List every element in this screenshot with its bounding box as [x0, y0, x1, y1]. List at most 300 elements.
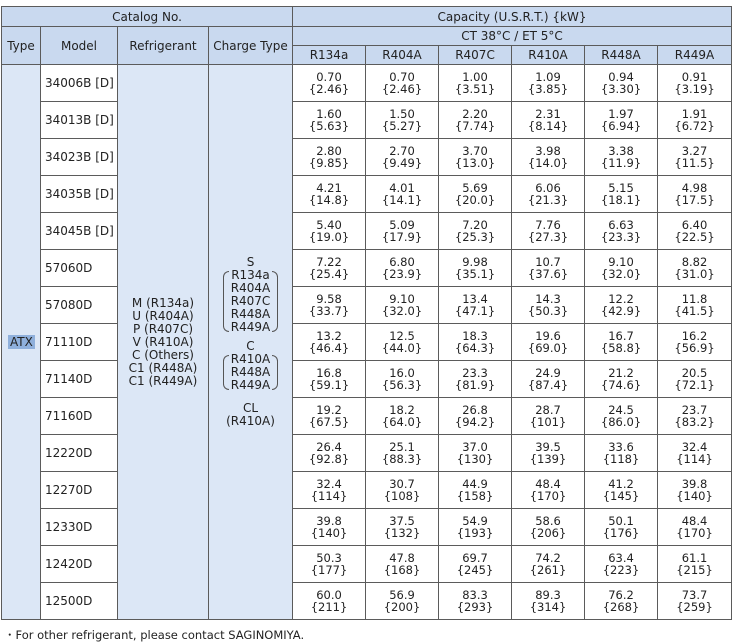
capacity-kw: {108} [383, 489, 421, 503]
capacity-usrt: 19.6 [535, 329, 561, 343]
capacity-usrt: 0.94 [608, 70, 634, 84]
capacity-usrt: 61.1 [681, 551, 708, 565]
capacity-cell [293, 176, 366, 213]
charge-bracket-group [223, 269, 279, 334]
capacity-usrt: 39.8 [316, 514, 342, 528]
capacity-cell [293, 546, 366, 583]
capacity-usrt: 7.22 [316, 255, 342, 269]
capacity-usrt: 24.5 [608, 403, 634, 417]
refrigerant-column-header: R404A [366, 46, 439, 65]
capacity-cell [366, 324, 439, 361]
capacity-usrt: 2.20 [462, 107, 488, 121]
capacity-usrt: 6.06 [535, 181, 561, 195]
capacity-kw: {32.0} [600, 267, 642, 281]
capacity-cell [439, 472, 512, 509]
capacity-cell [658, 509, 732, 546]
capacity-kw: {86.0} [600, 415, 642, 429]
capacity-cell [439, 287, 512, 324]
capacity-cell [585, 435, 658, 472]
capacity-cell [293, 102, 366, 139]
table-row [2, 546, 732, 583]
capacity-usrt: 28.7 [535, 403, 561, 417]
model-cell: 34035B [D] [41, 176, 118, 213]
capacity-usrt: 2.70 [389, 144, 415, 158]
capacity-cell [366, 361, 439, 398]
capacity-kw: {25.3} [454, 230, 496, 244]
capacity-kw: {22.5} [674, 230, 715, 244]
capacity-kw: {101} [529, 415, 567, 429]
capacity-cell [512, 65, 585, 102]
capacity-cell [512, 102, 585, 139]
charge-refrigerant: R448A [230, 307, 271, 321]
capacity-cell [585, 361, 658, 398]
capacity-usrt: 11.8 [681, 292, 708, 306]
charge-refrigerant: R448A [230, 365, 271, 379]
capacity-cell [512, 398, 585, 435]
model-cell: 12220D [41, 435, 118, 472]
refrigerant-line: P (R407C) [132, 321, 194, 336]
catalog-table [1, 6, 732, 620]
capacity-usrt: 16.2 [681, 329, 708, 343]
charge-cl-title: CL [242, 401, 259, 415]
capacity-usrt: 16.7 [608, 329, 634, 343]
capacity-usrt: 37.0 [462, 440, 488, 454]
capacity-cell [585, 472, 658, 509]
capacity-usrt: 4.01 [389, 181, 415, 195]
capacity-kw: {20.0} [454, 193, 496, 207]
model-cell: 12330D [41, 509, 118, 546]
capacity-kw: {114} [676, 452, 713, 466]
capacity-cell [439, 583, 512, 620]
model-cell: 12420D [41, 546, 118, 583]
capacity-usrt: 33.6 [608, 440, 634, 454]
capacity-cell [366, 546, 439, 583]
capacity-usrt: 4.98 [681, 181, 708, 195]
capacity-usrt: 54.9 [462, 514, 488, 528]
capacity-usrt: 6.63 [608, 218, 634, 232]
capacity-kw: {88.3} [381, 452, 423, 466]
model-cell: 12270D [41, 472, 118, 509]
capacity-kw: {170} [529, 489, 567, 503]
table-row [2, 435, 732, 472]
capacity-kw: {5.27} [381, 119, 423, 133]
model-cell: 71160D [41, 398, 118, 435]
refrigerant-line: C1 (R449A) [128, 373, 198, 388]
capacity-usrt: 30.7 [389, 477, 415, 491]
capacity-cell [658, 583, 732, 620]
capacity-cell [293, 435, 366, 472]
capacity-header: Capacity (U.S.R.T.) {kW} [293, 7, 732, 27]
model-cell: 71140D [41, 361, 118, 398]
capacity-usrt: 19.2 [316, 403, 342, 417]
capacity-kw: {130} [456, 452, 494, 466]
capacity-kw: {245} [456, 563, 494, 577]
capacity-cell [658, 398, 732, 435]
table-row [2, 250, 732, 287]
capacity-kw: {11.5} [674, 156, 715, 170]
capacity-usrt: 10.7 [535, 255, 561, 269]
capacity-kw: {74.6} [600, 378, 642, 392]
table-row [2, 139, 732, 176]
capacity-usrt: 13.2 [316, 329, 342, 343]
capacity-kw: {177} [310, 563, 348, 577]
capacity-cell [585, 546, 658, 583]
capacity-cell [439, 546, 512, 583]
capacity-usrt: 44.9 [462, 477, 488, 491]
capacity-usrt: 83.3 [462, 588, 488, 602]
capacity-cell [439, 65, 512, 102]
capacity-usrt: 9.10 [608, 255, 634, 269]
refrigerant-line: C1 (R448A) [128, 360, 198, 375]
capacity-cell [366, 176, 439, 213]
capacity-kw: {6.72} [674, 119, 715, 133]
charge-refrigerant: R410A [230, 352, 271, 366]
type-label: ATX [10, 335, 33, 349]
capacity-cell [366, 65, 439, 102]
table-row [2, 287, 732, 324]
capacity-cell [658, 139, 732, 176]
capacity-kw: {72.1} [674, 378, 715, 392]
capacity-cell [293, 65, 366, 102]
refrigerant-header: Refrigerant [118, 27, 209, 65]
capacity-kw: {58.8} [600, 341, 642, 355]
capacity-cell [512, 213, 585, 250]
capacity-kw: {50.3} [527, 304, 569, 318]
capacity-kw: {19.0} [308, 230, 350, 244]
capacity-usrt: 18.2 [389, 403, 415, 417]
capacity-usrt: 25.1 [389, 440, 415, 454]
capacity-usrt: 48.4 [535, 477, 561, 491]
capacity-cell [658, 287, 732, 324]
refrigerant-column-header: R407C [439, 46, 512, 65]
capacity-kw: {259} [676, 600, 713, 614]
capacity-usrt: 26.8 [462, 403, 488, 417]
capacity-usrt: 76.2 [608, 588, 634, 602]
capacity-usrt: 47.8 [389, 551, 415, 565]
model-cell: 12500D [41, 583, 118, 620]
capacity-kw: {314} [529, 600, 567, 614]
capacity-kw: {67.5} [308, 415, 350, 429]
capacity-cell [293, 472, 366, 509]
refrigerant-column-header: R449A [658, 46, 732, 65]
capacity-usrt: 3.27 [681, 144, 708, 158]
capacity-cell [585, 65, 658, 102]
capacity-kw: {31.0} [674, 267, 715, 281]
capacity-usrt: 13.4 [462, 292, 488, 306]
capacity-kw: {23.9} [381, 267, 423, 281]
capacity-kw: {2.46} [308, 82, 350, 96]
capacity-cell [366, 213, 439, 250]
capacity-kw: {7.74} [454, 119, 496, 133]
capacity-cell [658, 65, 732, 102]
capacity-usrt: 18.3 [462, 329, 488, 343]
capacity-usrt: 0.70 [316, 70, 342, 84]
capacity-kw: {268} [602, 600, 640, 614]
capacity-usrt: 8.82 [681, 255, 708, 269]
model-cell: 57060D [41, 250, 118, 287]
capacity-kw: {64.3} [454, 341, 496, 355]
capacity-usrt: 39.8 [681, 477, 708, 491]
capacity-kw: {35.1} [454, 267, 496, 281]
capacity-usrt: 1.60 [316, 107, 342, 121]
capacity-kw: {140} [310, 526, 348, 540]
capacity-cell [512, 435, 585, 472]
capacity-cell [658, 435, 732, 472]
capacity-kw: {193} [456, 526, 494, 540]
capacity-usrt: 12.5 [389, 329, 415, 343]
capacity-kw: {223} [602, 563, 640, 577]
capacity-usrt: 60.0 [316, 588, 342, 602]
table-row [2, 361, 732, 398]
capacity-kw: {3.85} [527, 82, 569, 96]
capacity-kw: {114} [310, 489, 348, 503]
capacity-cell [366, 250, 439, 287]
capacity-kw: {37.6} [527, 267, 569, 281]
model-cell: 34013B [D] [41, 102, 118, 139]
capacity-usrt: 63.4 [608, 551, 634, 565]
capacity-kw: {81.9} [454, 378, 496, 392]
capacity-kw: {27.3} [527, 230, 569, 244]
capacity-cell [366, 102, 439, 139]
charge-c-title: C [246, 339, 255, 353]
charge-refrigerant: R407C [230, 294, 271, 308]
model-cell: 34006B [D] [41, 65, 118, 102]
capacity-kw: {14.0} [527, 156, 569, 170]
capacity-kw: {21.3} [527, 193, 569, 207]
capacity-kw: {59.1} [308, 378, 350, 392]
capacity-usrt: 20.5 [681, 366, 708, 380]
capacity-usrt: 7.20 [462, 218, 488, 232]
capacity-cell [658, 176, 732, 213]
charge-refrigerant: R449A [230, 320, 271, 334]
capacity-kw: {44.0} [381, 341, 423, 355]
capacity-usrt: 24.9 [535, 366, 561, 380]
capacity-kw: {56.9} [674, 341, 715, 355]
capacity-cell [366, 287, 439, 324]
capacity-usrt: 16.8 [316, 366, 342, 380]
capacity-cell [512, 139, 585, 176]
capacity-kw: {46.4} [308, 341, 350, 355]
capacity-usrt: 39.5 [535, 440, 561, 454]
capacity-usrt: 41.2 [608, 477, 634, 491]
capacity-usrt: 3.98 [535, 144, 561, 158]
capacity-usrt: 58.6 [535, 514, 561, 528]
capacity-cell [658, 361, 732, 398]
capacity-cell [658, 472, 732, 509]
capacity-usrt: 56.9 [389, 588, 415, 602]
capacity-cell [366, 472, 439, 509]
capacity-usrt: 2.31 [535, 107, 561, 121]
capacity-kw: {3.19} [674, 82, 715, 96]
refrigerant-column-header: R410A [512, 46, 585, 65]
capacity-cell [585, 102, 658, 139]
capacity-cell [658, 324, 732, 361]
capacity-usrt: 1.91 [681, 107, 708, 121]
refrigerant-cell [118, 65, 209, 620]
capacity-kw: {11.9} [600, 156, 642, 170]
table-row [2, 65, 732, 102]
capacity-usrt: 3.70 [462, 144, 488, 158]
capacity-kw: {293} [456, 600, 494, 614]
capacity-cell [293, 139, 366, 176]
capacity-kw: {32.0} [381, 304, 423, 318]
capacity-usrt: 0.70 [389, 70, 415, 84]
charge-refrigerant: R404A [230, 281, 271, 295]
capacity-usrt: 50.1 [608, 514, 634, 528]
capacity-cell [366, 509, 439, 546]
capacity-cell [439, 435, 512, 472]
capacity-usrt: 9.58 [316, 292, 342, 306]
capacity-cell [512, 361, 585, 398]
capacity-kw: {6.94} [600, 119, 642, 133]
capacity-usrt: 4.21 [316, 181, 342, 195]
capacity-cell [512, 176, 585, 213]
capacity-cell [439, 102, 512, 139]
capacity-cell [439, 213, 512, 250]
capacity-cell [585, 509, 658, 546]
capacity-usrt: 7.76 [535, 218, 561, 232]
capacity-cell [658, 546, 732, 583]
capacity-cell [366, 435, 439, 472]
charge-type-header: Charge Type [209, 27, 293, 65]
capacity-kw: {9.49} [381, 156, 423, 170]
capacity-kw: {17.9} [381, 230, 423, 244]
capacity-cell [293, 398, 366, 435]
conditions-header: CT 38°C / ET 5°C [293, 27, 732, 46]
capacity-kw: {211} [310, 600, 348, 614]
table-row [2, 176, 732, 213]
capacity-kw: {56.3} [381, 378, 423, 392]
refrigerant-line: M (R134a) [131, 295, 195, 310]
table-row [2, 472, 732, 509]
capacity-kw: {145} [602, 489, 640, 503]
capacity-cell [439, 361, 512, 398]
capacity-cell [585, 287, 658, 324]
capacity-kw: {9.85} [308, 156, 350, 170]
capacity-cell [293, 213, 366, 250]
charge-bracket-group [223, 353, 278, 392]
capacity-cell [366, 139, 439, 176]
capacity-cell [439, 398, 512, 435]
model-cell: 34045B [D] [41, 213, 118, 250]
capacity-usrt: 69.7 [462, 551, 488, 565]
capacity-cell [585, 176, 658, 213]
model-cell: 57080D [41, 287, 118, 324]
capacity-usrt: 2.80 [316, 144, 342, 158]
capacity-cell [439, 324, 512, 361]
capacity-kw: {87.4} [527, 378, 569, 392]
capacity-cell [585, 213, 658, 250]
capacity-cell [293, 361, 366, 398]
capacity-usrt: 9.98 [462, 255, 488, 269]
model-cell: 71110D [41, 324, 118, 361]
capacity-cell [439, 509, 512, 546]
capacity-usrt: 14.3 [535, 292, 561, 306]
capacity-cell [585, 324, 658, 361]
capacity-kw: {25.4} [308, 267, 350, 281]
capacity-usrt: 5.09 [389, 218, 415, 232]
capacity-cell [512, 472, 585, 509]
capacity-kw: {170} [676, 526, 713, 540]
capacity-kw: {118} [602, 452, 640, 466]
refrigerant-line: C (Others) [132, 347, 194, 362]
capacity-kw: {139} [529, 452, 567, 466]
capacity-kw: {14.1} [381, 193, 423, 207]
capacity-cell [512, 324, 585, 361]
capacity-usrt: 48.4 [681, 514, 708, 528]
capacity-kw: {3.51} [454, 82, 496, 96]
capacity-usrt: 9.10 [389, 292, 415, 306]
capacity-usrt: 50.3 [316, 551, 342, 565]
capacity-usrt: 73.7 [681, 588, 708, 602]
capacity-usrt: 23.7 [681, 403, 708, 417]
capacity-usrt: 23.3 [462, 366, 488, 380]
capacity-kw: {132} [383, 526, 421, 540]
capacity-usrt: 32.4 [316, 477, 342, 491]
capacity-usrt: 0.91 [681, 70, 708, 84]
charge-type-cell [209, 65, 293, 620]
capacity-cell [366, 398, 439, 435]
capacity-usrt: 1.09 [535, 70, 561, 84]
refrigerant-line: V (R410A) [132, 334, 194, 349]
capacity-kw: {140} [676, 489, 713, 503]
capacity-kw: {83.2} [674, 415, 715, 429]
capacity-usrt: 37.5 [389, 514, 415, 528]
capacity-kw: {2.46} [381, 82, 423, 96]
capacity-cell [585, 398, 658, 435]
capacity-usrt: 16.0 [389, 366, 415, 380]
capacity-cell [658, 250, 732, 287]
type-header: Type [2, 27, 41, 65]
capacity-kw: {8.14} [527, 119, 569, 133]
footnote: ・For other refrigerant, please contact SAGINOMIYA. [4, 628, 305, 642]
capacity-kw: {69.0} [527, 341, 569, 355]
capacity-usrt: 12.2 [608, 292, 634, 306]
capacity-kw: {206} [529, 526, 567, 540]
capacity-kw: {5.63} [308, 119, 350, 133]
capacity-kw: {261} [529, 563, 567, 577]
capacity-usrt: 6.40 [681, 218, 708, 232]
capacity-cell [439, 176, 512, 213]
table-row [2, 583, 732, 620]
capacity-usrt: 1.97 [608, 107, 634, 121]
table-row [2, 398, 732, 435]
capacity-kw: {215} [676, 563, 713, 577]
capacity-usrt: 1.50 [389, 107, 415, 121]
capacity-cell [512, 250, 585, 287]
capacity-usrt: 89.3 [535, 588, 561, 602]
capacity-kw: {33.7} [308, 304, 350, 318]
capacity-kw: {47.1} [454, 304, 496, 318]
capacity-cell [585, 250, 658, 287]
capacity-cell [293, 287, 366, 324]
catalog-no-header: Catalog No. [2, 7, 293, 27]
capacity-cell [658, 102, 732, 139]
capacity-cell [293, 324, 366, 361]
capacity-kw: {14.8} [308, 193, 350, 207]
capacity-cell [512, 509, 585, 546]
capacity-usrt: 26.4 [316, 440, 342, 454]
capacity-cell [512, 287, 585, 324]
capacity-kw: {64.0} [381, 415, 423, 429]
capacity-kw: {92.8} [308, 452, 350, 466]
capacity-kw: {13.0} [454, 156, 496, 170]
capacity-kw: {168} [383, 563, 421, 577]
capacity-kw: {23.3} [600, 230, 642, 244]
refrigerant-column-header: R448A [585, 46, 658, 65]
capacity-kw: {17.5} [674, 193, 715, 207]
capacity-kw: {200} [383, 600, 421, 614]
